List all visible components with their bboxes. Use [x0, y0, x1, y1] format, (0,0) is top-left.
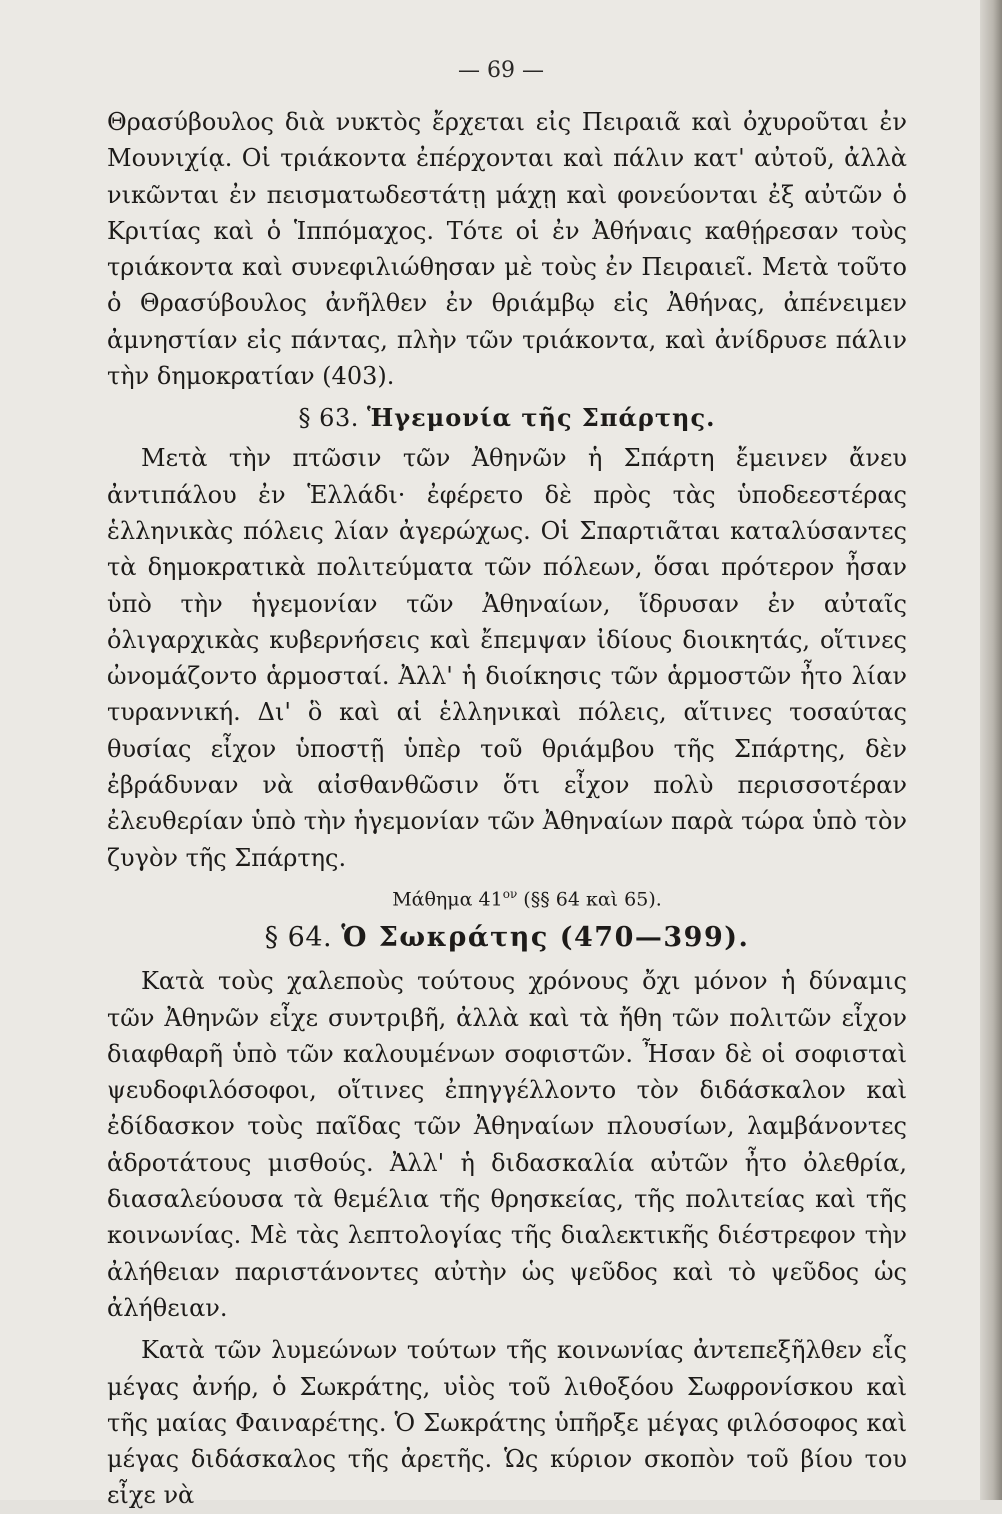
- lesson-note: [107, 876, 907, 917]
- section-64-title: Ὁ Σωκράτης (470—399).: [341, 922, 750, 954]
- paragraph-thrasybulus: Θρασύβουλος διὰ νυκτὸς ἔρχεται εἰς Πειραιᾶ καὶ ὀχυροῦται ἐν Μουνιχίᾳ. Οἱ τριάκοντα ἐπέρχονται καὶ πάλιν κατ' αὐτοῦ, ἀλλὰ νικῶνται ἐν πεισματωδεστάτῃ μάχῃ καὶ φονεύονται ἐξ αὐτῶν ὁ Κριτίας καὶ ὁ Ἱππόμαχος. Τότε οἱ ἐν Ἀθήναις καθῄρεσαν τοὺς τριάκοντα καὶ συνεφιλιώθησαν μὲ τοὺς ἐν Πειραιεῖ. Μετὰ τοῦτο ὁ Θρασύβουλος ἀνῆλθεν ἐν θριάμβῳ εἰς Ἀθήνας, ἀπένειμεν ἀμνηστίαν εἰς πάντας, πλὴν τῶν τριάκοντα, καὶ ἀνίδρυσε πάλιν τὴν δημοκρατίαν (403).: [107, 108, 907, 391]
- page-number: — 69 —: [458, 58, 544, 83]
- section-64-number: § 64.: [264, 922, 333, 954]
- lesson-label: Μάθημα 41: [392, 888, 503, 911]
- page-body: [107, 104, 907, 1514]
- page-edge: [980, 0, 1002, 1500]
- lesson-ordinal: ον: [502, 886, 518, 901]
- section-63-heading: [107, 400, 907, 436]
- paragraph-socrates: Κατὰ τῶν λυμεώνων τούτων τῆς κοινωνίας ἀντεπεξῆλθεν εἷς μέγας ἀνήρ, ὁ Σωκράτης, υἱὸς τοῦ λιθοξόου Σωφρονίσκου καὶ τῆς μαίας Φαιναρέτης. Ὁ Σωκράτης ὑπῆρξε μέγας φιλόσοφος καὶ μέγας διδάσκαλος τῆς ἀρετῆς. Ὡς κύριον σκοπὸν τοῦ βίου του εἶχε νὰ: [107, 1336, 907, 1510]
- section-63-number: § 63.: [298, 404, 359, 433]
- section-64-heading: [107, 917, 907, 959]
- paragraph-sophists: Κατὰ τοὺς χαλεποὺς τούτους χρόνους ὄχι μόνον ἡ δύναμις τῶν Ἀθηνῶν εἶχε συντριβῆ, ἀλλὰ καὶ τὰ ἤθη τῶν πολιτῶν εἶχον διαφθαρῆ ὑπὸ τῶν καλουμένων σοφιστῶν. Ἦσαν δὲ οἱ σοφισταὶ ψευδοφιλόσοφοι, οἵτινες ἐπηγγέλλοντο τὸν διδάσκαλον καὶ ἐδίδασκον τοὺς παῖδας τῶν Ἀθηναίων πλουσίων, λαμβάνοντες ἁδροτάτους μισθούς. Ἀλλ' ἡ διδασκαλία αὐτῶν ἦτο ὀλεθρία, διασαλεύουσα τὰ θεμέλια τῆς θρησκείας, τῆς πολιτείας καὶ τῆς κοινωνίας. Μὲ τὰς λεπτολογίας τῆς διαλεκτικῆς διέστρεφον τὴν ἀλήθειαν παριστάνοντες αὐτὴν ὡς ψεῦδος καὶ τὸ ψεῦδος ὡς ἀλήθειαν.: [107, 967, 907, 1322]
- section-63-title: Ἡγεμονία τῆς Σπάρτης.: [366, 403, 716, 433]
- paragraph-sparta-hegemony: Μετὰ τὴν πτῶσιν τῶν Ἀθηνῶν ἡ Σπάρτη ἔμεινεν ἄνευ ἀντιπάλου ἐν Ἑλλάδι· ἐφέρετο δὲ πρὸς τὰς ὑποδεεστέρας ἑλληνικὰς πόλεις λίαν ἀγερώχως. Οἱ Σπαρτιᾶται καταλύσαντες τὰ δημοκρατικὰ πολιτεύματα τῶν πόλεων, ὅσαι πρότερον ἦσαν ὑπὸ τὴν ἡγεμονίαν τῶν Ἀθηναίων, ἵδρυσαν ἐν αὐταῖς ὀλιγαρχικὰς κυβερνήσεις καὶ ἔπεμψαν ἰδίους διοικητάς, οἵτινες ὠνομάζοντο ἁρμοσταί. Ἀλλ' ἡ διοίκησις τῶν ἁρμοστῶν ἦτο λίαν τυραννική. Δι' ὃ καὶ αἱ ἑλληνικαὶ πόλεις, αἵτινες τοσαύτας θυσίας εἶχον ὑποστῇ ὑπὲρ τοῦ θριάμβου τῆς Σπάρτης, δὲν ἐβράδυναν νὰ αἰσθανθῶσιν ὅτι εἶχον πολὺ περισσοτέραν ἐλευθερίαν ὑπὸ τὴν ἡγεμονίαν τῶν Ἀθηναίων παρὰ τώρα ὑπὸ τὸν ζυγὸν τῆς Σπάρτης.: [107, 444, 907, 872]
- lesson-ref: (§§ 64 καὶ 65).: [517, 888, 662, 911]
